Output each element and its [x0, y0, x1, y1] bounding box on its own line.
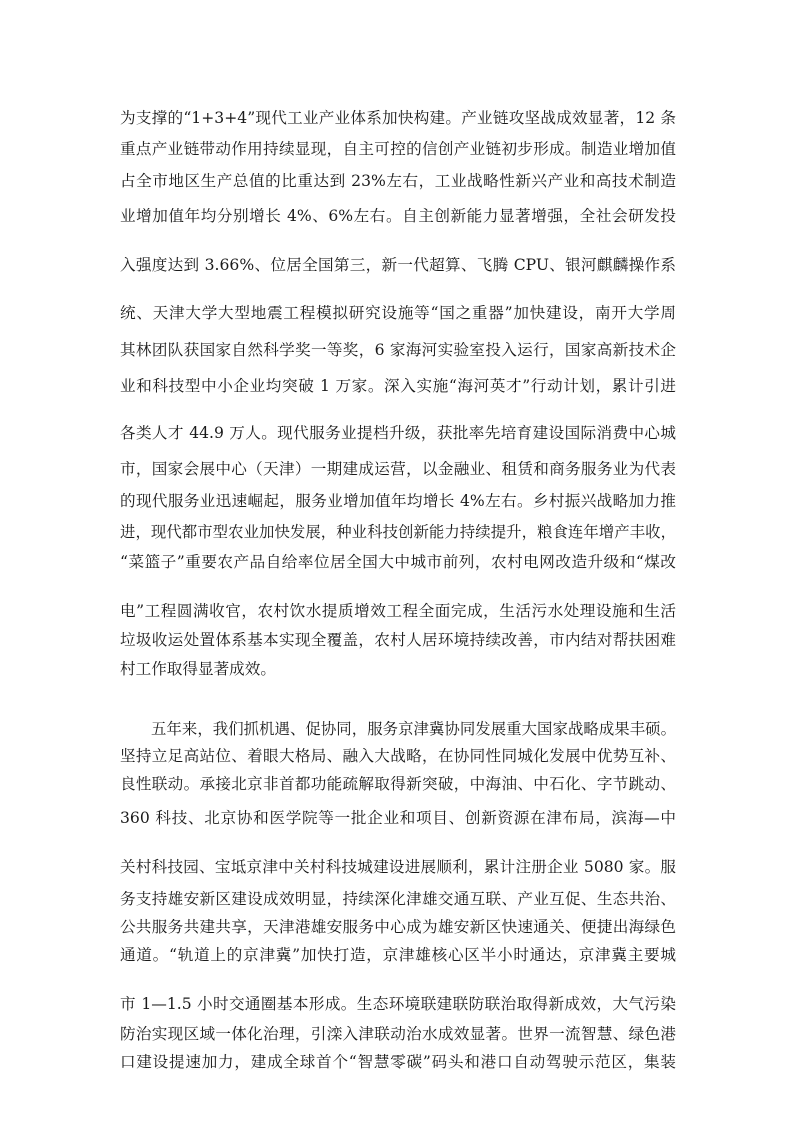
text-line: 业增加值年均分别增长 4%、6%左右。自主创新能力显著增强，全社会研发投 — [120, 207, 676, 225]
text-line: 垃圾收运处置体系基本实现全覆盖，农村人居环境持续改善，市内结对帮扶困难 — [120, 631, 676, 649]
text-line: 360 科技、北京协和医学院等一批企业和项目、创新资源在津布局，滨海—中 — [120, 809, 676, 827]
text-line: 重点产业链带动作用持续显现，自主可控的信创产业链初步形成。制造业增加值 — [120, 140, 676, 158]
text-line: 电”工程圆满收官，农村饮水提质增效工程全面完成，生活污水处理设施和生活 — [120, 602, 676, 620]
text-line: 关村科技园、宝坻京津中关村科技城建设进展顺利，累计注册企业 5080 家。服 — [120, 858, 676, 876]
text-line: 村工作取得显著成效。 — [120, 660, 276, 678]
text-line: 各类人才 44.9 万人。现代服务业提档升级，获批率先培育建设国际消费中心城 — [120, 424, 676, 442]
text-line: 其林团队获国家自然科学奖一等奖，6 家海河实验室投入运行，国家高新技术企 — [120, 341, 676, 359]
text-line: 入强度达到 3.66%、位居全国第三，新一代超算、飞腾 CPU、银河麒麟操作系 — [120, 256, 676, 274]
text-line: 良性联动。承接北京非首都功能疏解取得新突破，中海油、中石化、字节跳动、 — [120, 775, 676, 793]
text-line: 市 1—1.5 小时交通圈基本形成。生态环境联建联防联治取得新成效，大气污染 — [120, 995, 676, 1013]
text-line: 的现代服务业迅速崛起，服务业增加值年均增长 4%左右。乡村振兴战略加力推 — [120, 492, 676, 510]
text-line: 通道。“轨道上的京津冀”加快打造，京津雄核心区半小时通达，京津冀主要城 — [120, 946, 676, 964]
text-line: 统、天津大学大型地震工程模拟研究设施等“国之重器”加快建设，南开大学周 — [120, 304, 676, 322]
text-line: 为支撑的“1+3+4”现代工业产业体系加快构建。产业链攻坚战成效显著，12 条 — [120, 109, 676, 127]
text-line: 公共服务共建共享，天津港雄安服务中心成为雄安新区快速通关、便捷出海绿色 — [120, 918, 676, 936]
text-line: 坚持立足高站位、着眼大格局、融入大战略，在协同性同城化发展中优势互补、 — [120, 747, 676, 765]
text-line: 五年来，我们抓机遇、促协同，服务京津冀协同发展重大国家战略成果丰硕。 — [151, 720, 676, 738]
text-line: 口建设提速加力，建成全球首个“智慧零碳”码头和港口自动驾驶示范区，集装 — [120, 1053, 676, 1071]
text-line: 防治实现区域一体化治理，引滦入津联动治水成效显著。世界一流智慧、绿色港 — [120, 1025, 676, 1043]
text-line: 占全市地区生产总值的比重达到 23%左右，工业战略性新兴产业和高技术制造 — [120, 172, 676, 190]
text-line: “菜篮子”重要农产品自给率位居全国大中城市前列，农村电网改造升级和“煤改 — [120, 553, 676, 571]
text-line: 市，国家会展中心（天津）一期建成运营，以金融业、租赁和商务服务业为代表 — [120, 460, 676, 478]
text-line: 业和科技型中小企业均突破 1 万家。深入实施“海河英才”行动计划，累计引进 — [120, 377, 676, 395]
text-line: 务支持雄安新区建设成效明显，持续深化津雄交通互联、产业互促、生态共治、 — [120, 890, 676, 908]
text-line: 进，现代都市型农业加快发展，种业科技创新能力持续提升，粮食连年增产丰收， — [120, 523, 676, 541]
